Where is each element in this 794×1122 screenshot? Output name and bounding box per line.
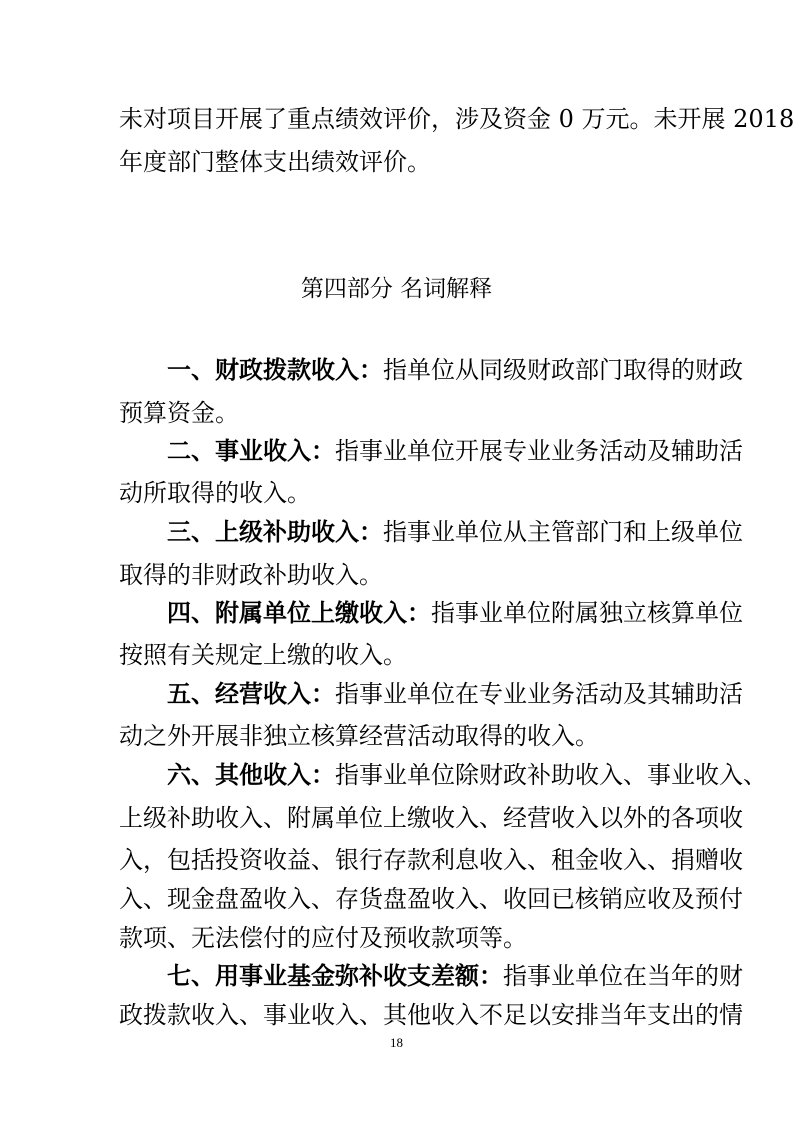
definition-7-line-1 bbox=[167, 961, 743, 991]
definition-6-line-3: 入，包括投资收益、银行存款利息收入、租金收入、捐赠收 bbox=[119, 846, 743, 874]
definition-term: 三、上级补助收入： bbox=[167, 518, 383, 546]
definition-term: 四、附属单位上缴收入： bbox=[167, 599, 431, 627]
definition-text: 指事业单位除财政补助收入、事业收入、 bbox=[335, 761, 767, 789]
page-number: 18 bbox=[390, 1035, 403, 1050]
definition-term: 二、事业收入： bbox=[167, 437, 335, 465]
intro-line-2: 年度部门整体支出绩效评价。 bbox=[119, 148, 431, 176]
definition-text: 指事业单位在当年的财 bbox=[503, 962, 743, 990]
definition-3-line-2: 取得的非财政补助收入。 bbox=[119, 561, 383, 589]
definition-text: 指单位从同级财政部门取得的财政 bbox=[383, 356, 743, 384]
definition-text: 指事业单位开展专业业务活动及辅助活 bbox=[335, 437, 743, 465]
definition-6-line-4: 入、现金盘盈收入、存货盘盈收入、收回已核销应收及预付 bbox=[119, 885, 743, 913]
section-title: 第四部分 名词解释 bbox=[300, 276, 493, 302]
definition-term: 六、其他收入： bbox=[167, 761, 335, 789]
definition-term: 五、经营收入： bbox=[167, 680, 335, 708]
definition-text: 指事业单位在专业业务活动及其辅助活 bbox=[335, 680, 743, 708]
definition-1-line-2: 预算资金。 bbox=[119, 399, 239, 427]
definition-term: 一、财政拨款收入： bbox=[167, 356, 383, 384]
definition-4-line-2: 按照有关规定上缴的收入。 bbox=[119, 641, 407, 669]
definition-6-line-2: 上级补助收入、附属单位上缴收入、经营收入以外的各项收 bbox=[119, 804, 743, 832]
definition-4-line-1 bbox=[167, 598, 743, 628]
definition-5-line-2: 动之外开展非独立核算经营活动取得的收入。 bbox=[119, 722, 599, 750]
definition-text: 指事业单位附属独立核算单位 bbox=[431, 599, 743, 627]
definition-text: 指事业单位从主管部门和上级单位 bbox=[383, 518, 743, 546]
definition-7-line-2: 政拨款收入、事业收入、其他收入不足以安排当年支出的情 bbox=[119, 1001, 743, 1029]
definition-5-line-1 bbox=[167, 679, 743, 709]
definition-1-line-1 bbox=[167, 355, 743, 385]
definition-3-line-1 bbox=[167, 517, 743, 547]
definition-term: 七、用事业基金弥补收支差额： bbox=[167, 962, 503, 990]
definition-2-line-2: 动所取得的收入。 bbox=[119, 479, 311, 507]
definition-2-line-1 bbox=[167, 436, 743, 466]
definition-6-line-1 bbox=[167, 760, 767, 790]
intro-line-1: 未对项目开展了重点绩效评价，涉及资金 0 万元。未开展 2018 bbox=[119, 105, 794, 133]
definition-6-line-5: 款项、无法偿付的应付及预收款项等。 bbox=[119, 924, 527, 952]
